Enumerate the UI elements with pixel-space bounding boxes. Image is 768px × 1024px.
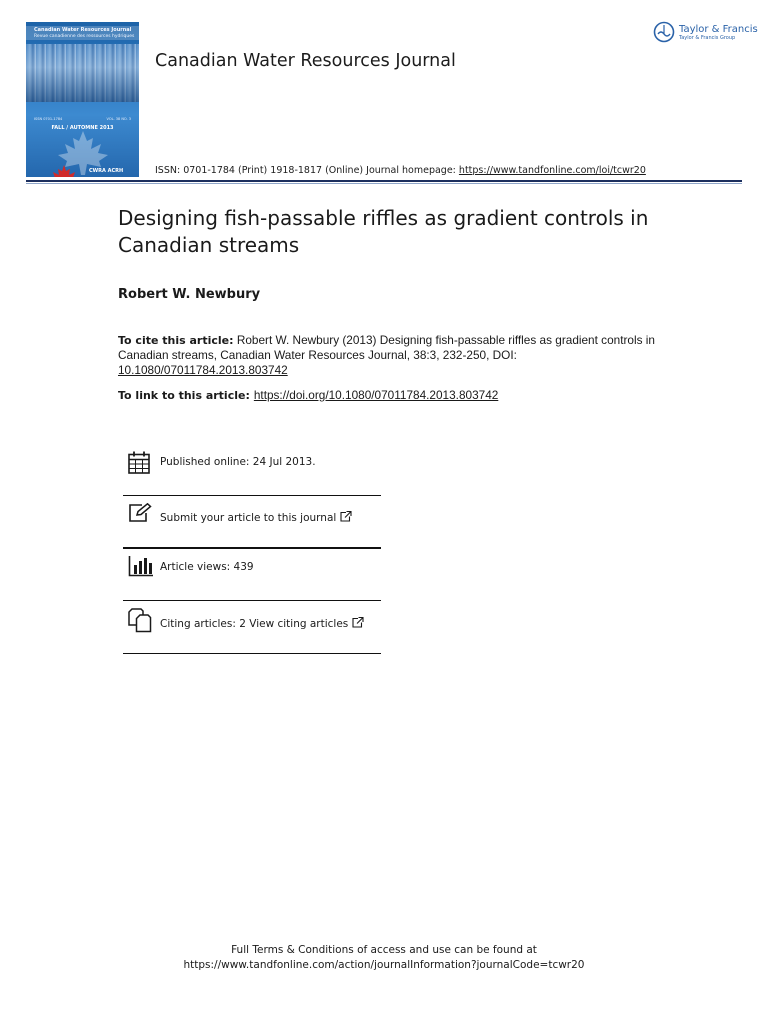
cover-title: Canadian Water Resources Journal — [34, 27, 132, 33]
cover-subtitle: Revue canadienne des ressources hydriques — [34, 34, 135, 39]
cwra-leaf-logo-icon — [44, 163, 84, 177]
submit-article-label: Submit your article to this journal — [160, 512, 337, 524]
cover-society: CWRA ACRH — [89, 168, 124, 174]
journal-homepage-link[interactable]: https://www.tandfonline.com/loi/tcwr20 — [458, 165, 646, 176]
footer-terms-text: Full Terms & Conditions of access and use can be found at — [231, 944, 537, 956]
published-date: Published online: 24 Jul 2013. — [160, 456, 316, 468]
cover-issue: FALL / AUTOMNE 2013 — [51, 125, 114, 131]
header-divider — [26, 180, 742, 182]
article-doi-link[interactable]: https://doi.org/10.1080/07011784.2013.803742 — [253, 388, 499, 402]
edit-icon — [128, 503, 152, 523]
publisher-name: Taylor & Francis — [679, 24, 758, 35]
bar-chart-icon — [128, 556, 154, 577]
taylor-francis-logo-icon[interactable] — [653, 21, 675, 43]
metrics-divider — [123, 600, 381, 601]
publisher-subtitle: Taylor & Francis Group — [679, 35, 736, 41]
article-link-block — [118, 388, 498, 402]
cover-photo — [26, 44, 139, 102]
issn-text: ISSN: 0701-1784 (Print) 1918-1817 (Online) Journal homepage: — [155, 165, 459, 176]
issn-line — [155, 165, 646, 176]
external-link-icon — [340, 511, 352, 522]
article-title: Designing fish-passable riffles as gradient controls in Canadian streams — [118, 206, 649, 257]
cite-text: Robert W. Newbury (2013) Designing fish-passable riffles as gradient controls in Canadian streams, Canadian Water Resources Journal, 38:3, 232-250, DOI: — [118, 333, 655, 362]
footer-terms-link[interactable]: https://www.tandfonline.com/action/journalInformation?journalCode=tcwr20 — [183, 959, 585, 971]
external-link-icon — [352, 617, 364, 628]
cite-doi-link[interactable]: 10.1080/07011784.2013.803742 — [118, 363, 288, 377]
link-label: To link to this article: — [118, 389, 250, 402]
cover-issn: ISSN 0701-1784 — [34, 117, 63, 121]
journal-cover-image — [26, 22, 139, 177]
metrics-divider — [123, 653, 381, 654]
cite-label: To cite this article: — [118, 334, 234, 347]
copy-icon — [128, 608, 152, 633]
article-author: Robert W. Newbury — [118, 287, 261, 302]
citing-articles-link[interactable] — [160, 617, 364, 630]
citing-articles-label: Citing articles: 2 View citing articles — [160, 618, 349, 630]
journal-name: Canadian Water Resources Journal — [155, 51, 456, 71]
article-views: Article views: 439 — [160, 561, 254, 573]
citation-block — [118, 333, 658, 378]
calendar-icon — [128, 451, 150, 474]
cover-volume: VOL. 38 NO. 3 — [106, 117, 131, 121]
header-divider-thin — [26, 183, 742, 184]
footer-terms — [0, 943, 768, 973]
metrics-divider — [123, 495, 381, 496]
metrics-divider — [123, 547, 381, 549]
submit-article-link[interactable] — [160, 511, 352, 524]
